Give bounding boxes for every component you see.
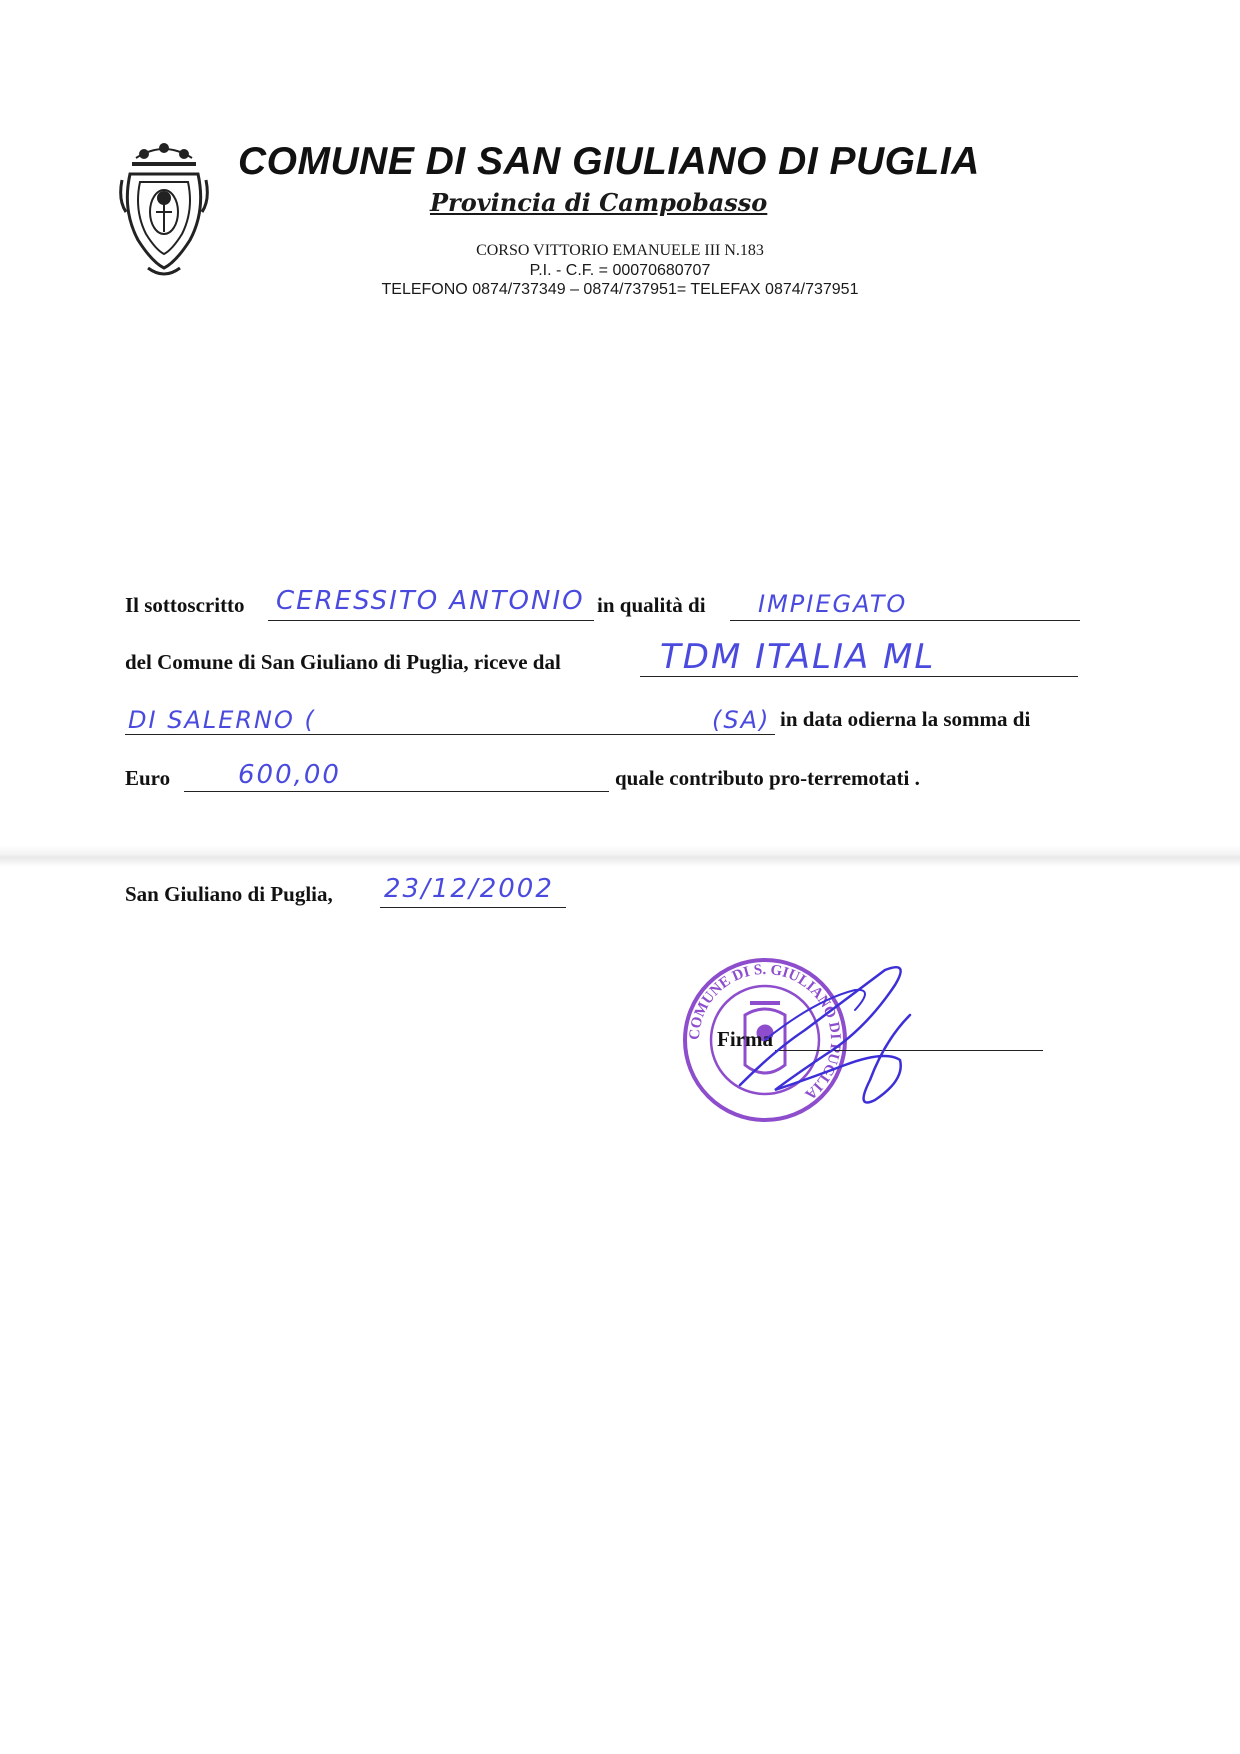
tax-code-line: P.I. - C.F. = 00070680707	[529, 262, 711, 279]
address-line: CORSO VITTORIO EMANUELE III N.183	[476, 242, 764, 259]
signature-label: Firma	[717, 1027, 773, 1051]
handwritten-signature-icon	[735, 960, 935, 1125]
phone-fax-line: TELEFONO 0874/737349 – 0874/737951= TELEFAX 0874/737951	[381, 281, 859, 298]
role-underline	[730, 620, 1080, 621]
receives-from-label: del Comune di San Giuliano di Puglia, riceve dal	[125, 650, 561, 674]
undersigned-label: Il sottoscritto	[125, 593, 245, 617]
handwritten-place: DI SALERNO (	[128, 706, 316, 734]
date-underline	[380, 907, 566, 908]
place-date-label: San Giuliano di Puglia,	[125, 882, 333, 906]
province-subtitle: Provincia di Campobasso	[430, 188, 768, 217]
date-sum-label: in data odierna la somma di	[780, 707, 1031, 731]
name-underline	[268, 620, 594, 621]
municipal-crest-icon	[118, 140, 210, 280]
handwritten-company: TDM ITALIA ML	[660, 637, 936, 677]
paper-fold	[0, 845, 1240, 867]
handwritten-amount: 600,00	[238, 760, 341, 790]
amount-underline	[184, 791, 609, 792]
municipality-title: COMUNE DI SAN GIULIANO DI PUGLIA	[238, 140, 980, 183]
handwritten-province: (SA)	[712, 706, 771, 734]
handwritten-date: 23/12/2002	[384, 874, 554, 904]
contribution-label: quale contributo pro-terremotati .	[615, 766, 920, 790]
handwritten-role: IMPIEGATO	[758, 590, 908, 618]
euro-label: Euro	[125, 766, 171, 790]
stamp-text: COMUNE DI S. GIULIANO DI PUGLIA	[686, 961, 844, 1103]
handwritten-name: CERESSITO ANTONIO	[276, 586, 585, 616]
place-underline	[125, 734, 775, 735]
role-label: in qualità di	[597, 593, 706, 617]
